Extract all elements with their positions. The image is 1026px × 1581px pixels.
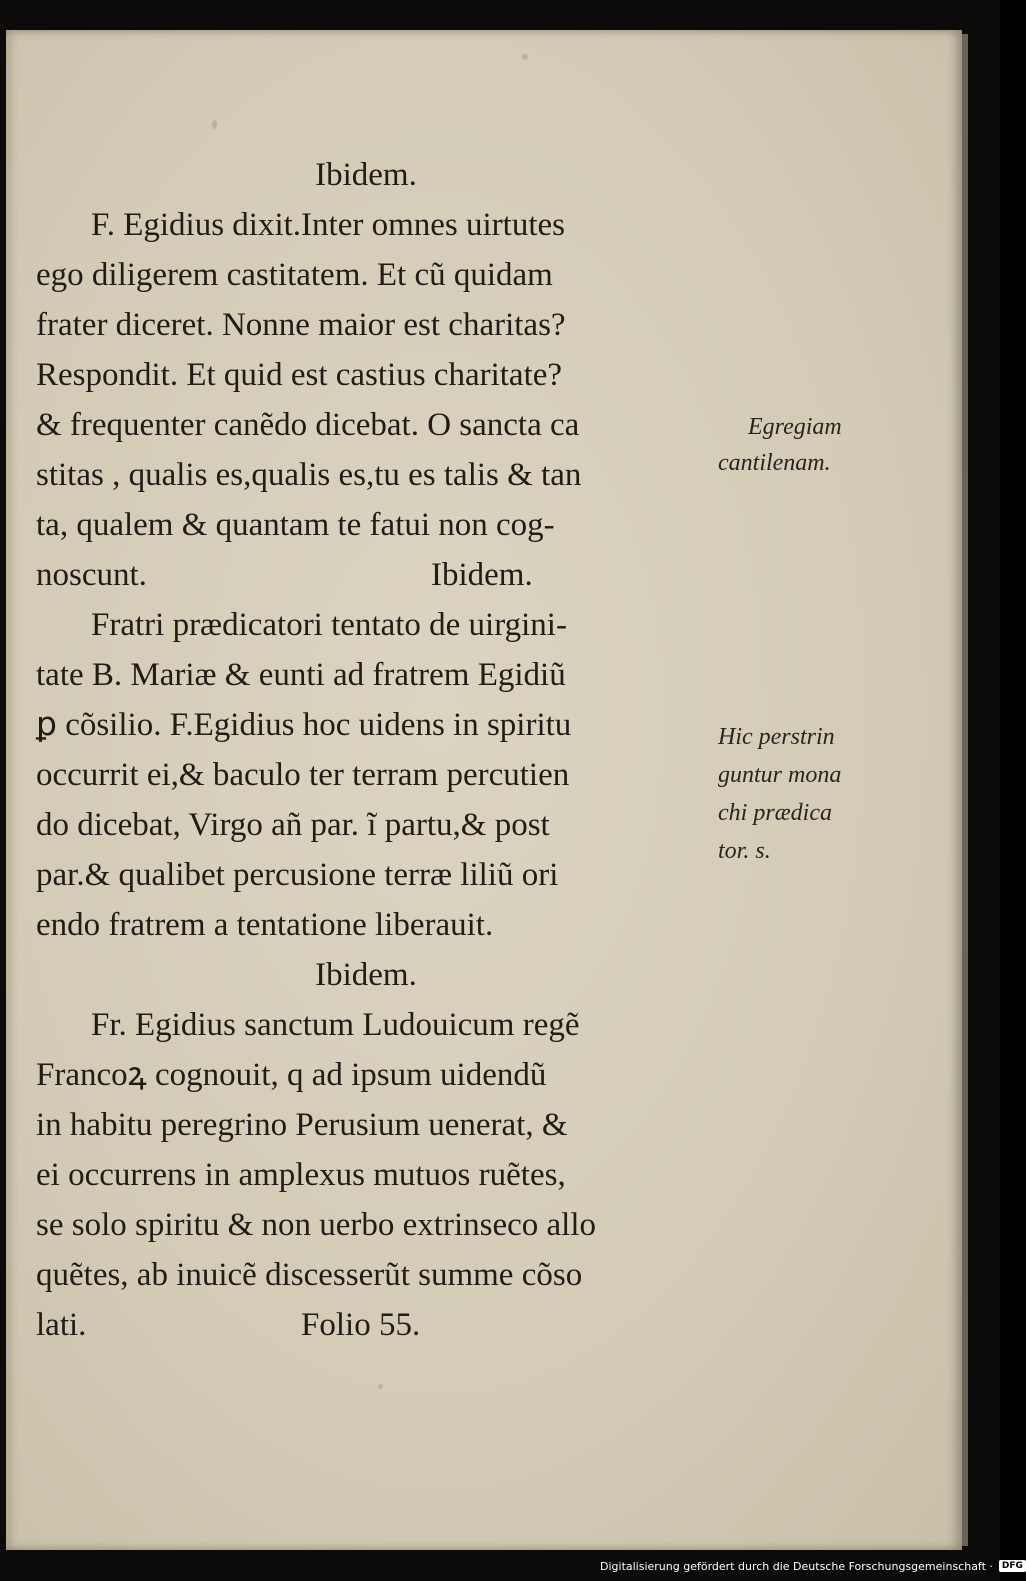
- text-line: Fratri prædicatori tentato de uirgini-: [91, 607, 567, 643]
- paper-speck: [522, 54, 528, 60]
- text-line: F. Egidius dixit.Inter omnes uirtutes: [91, 207, 565, 243]
- dfg-logo: DFG: [999, 1560, 1026, 1572]
- text-line: do dicebat, Virgo añ par. ĩ partu,& post: [36, 807, 550, 843]
- text-line: ꝑ cõsilio. F.Egidius hoc uidens in spiritu: [36, 707, 572, 743]
- funding-notice: Digitalisierung gefördert durch die Deutsche Forschungsgemeinschaft ·: [600, 1559, 993, 1573]
- paper-speck: [378, 1384, 383, 1389]
- margin-note: tor. s.: [718, 838, 771, 864]
- text-line: quẽtes, ab inuicẽ discesserũt summe cõso: [36, 1257, 583, 1293]
- text-line: ta, qualem & quantam te fatui non cog-: [36, 507, 555, 543]
- text-line: tate B. Mariæ & eunti ad fratrem Egidiũ: [36, 657, 566, 693]
- text-line: ego diligerem castitatem. Et cũ quidam: [36, 257, 553, 293]
- text-line: endo fratrem a tentatione liberauit.: [36, 907, 494, 943]
- paper-speck: [212, 120, 217, 129]
- text-line: se solo spiritu & non uerbo extrinseco allo: [36, 1207, 596, 1243]
- text-line: noscunt.: [36, 557, 147, 593]
- margin-note: Egregiam: [748, 414, 842, 440]
- margin-note: chi prædica: [718, 800, 832, 826]
- text-line: stitas , qualis es,qualis es,tu es talis & tan: [36, 457, 582, 493]
- text-line: Francoꝝ cognouit, q ad ipsum uidendũ: [36, 1057, 547, 1093]
- text-line: & frequenter canẽdo dicebat. O sancta ca: [36, 407, 580, 443]
- text-line: in habitu peregrino Perusium uenerat, &: [36, 1107, 568, 1143]
- page-edge: [962, 34, 968, 1546]
- book-page: [6, 30, 962, 1550]
- text-line: frater diceret. Nonne maior est charitas?: [36, 307, 566, 343]
- text-line: ei occurrens in amplexus mutuos ruẽtes,: [36, 1157, 566, 1193]
- text-line: Respondit. Et quid est castius charitate?: [36, 357, 563, 393]
- heading-ibidem: Ibidem.: [431, 557, 533, 593]
- digitization-footer: [600, 1556, 1026, 1576]
- text-line: lati.: [36, 1307, 87, 1343]
- folio-reference: Folio 55.: [301, 1307, 421, 1343]
- text-line: occurrit ei,& baculo ter terram percutien: [36, 757, 570, 793]
- heading-ibidem: Ibidem.: [315, 157, 417, 193]
- text-line: par.& qualibet percusione terræ liliũ ori: [36, 857, 559, 893]
- margin-note: guntur mona: [718, 762, 842, 788]
- heading-ibidem: Ibidem.: [315, 957, 417, 993]
- margin-note: Hic perstrin: [718, 724, 835, 750]
- text-line: Fr. Egidius sanctum Ludouicum regẽ: [91, 1007, 580, 1043]
- margin-note: cantilenam.: [718, 450, 831, 476]
